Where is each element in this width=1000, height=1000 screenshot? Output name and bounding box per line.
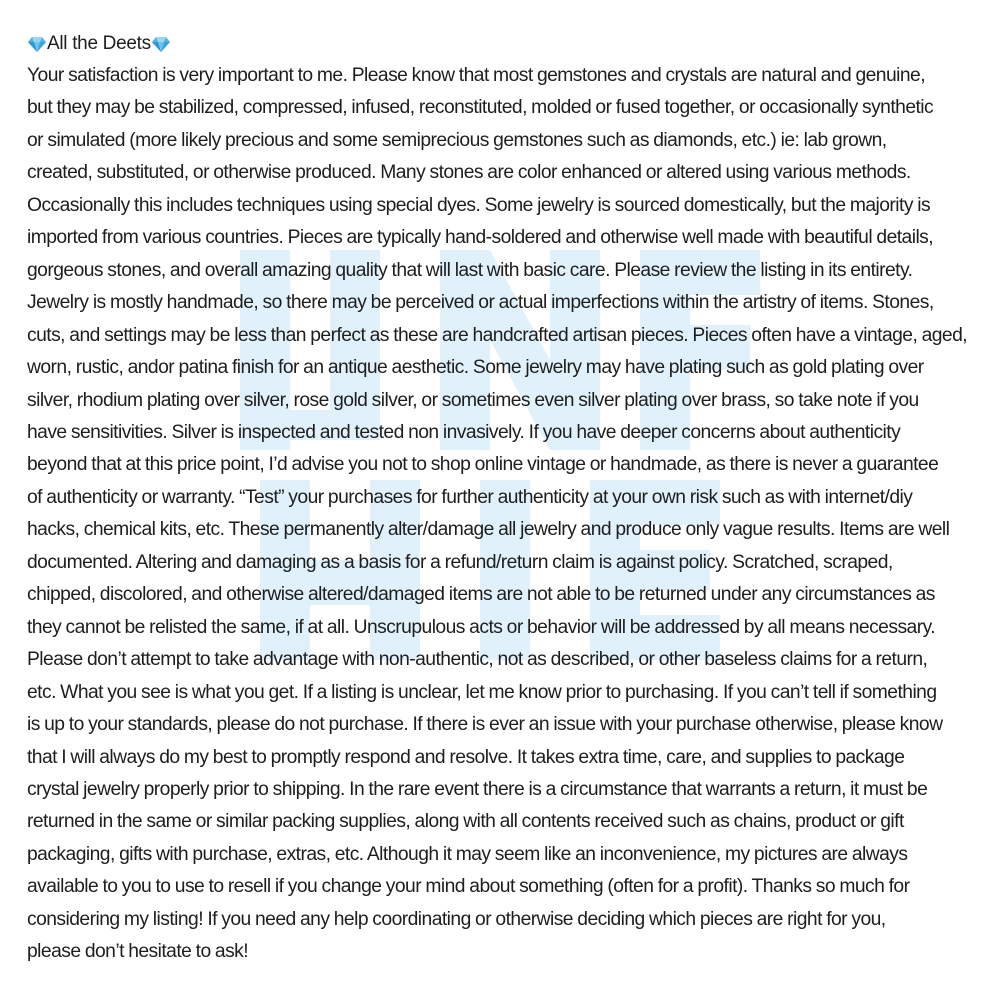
text-line: available to you to use to resell if you change your mind about something (often for a profit). Thanks so much for (27, 876, 910, 898)
text-line: have sensitivities. Silver is inspected and tested non invasively. If you have deeper concerns about authenticity (27, 421, 901, 443)
text-line: silver, rhodium plating over silver, rose gold silver, or sometimes even silver plating over brass, so take note if you (27, 389, 919, 411)
text-line: they cannot be relisted the same, if at all. Unscrupulous acts or behavior will be addressed by all means necessary. (27, 616, 936, 638)
gem-icon (27, 34, 47, 54)
text-line: but they may be stabilized, compressed, infused, reconstituted, molded or fused together, or occasionally synthetic (27, 97, 934, 119)
text-line: etc. What you see is what you get. If a listing is unclear, let me know prior to purchasing. If you can’t tell if something (27, 681, 937, 703)
text-line: of authenticity or warranty. “Test” your purchases for further authenticity at your own risk such as with internet/diy (27, 486, 913, 508)
text-line: is up to your standards, please do not purchase. If there is ever an issue with your purchase otherwise, please know (27, 714, 943, 736)
text-line: chipped, discolored, and otherwise altered/damaged items are not able to be returned under any circumstances as (27, 584, 935, 606)
text-line: Occasionally this includes techniques using special dyes. Some jewelry is sourced domestically, but the majority is (27, 194, 931, 216)
text-line: documented. Altering and damaging as a basis for a refund/return claim is against policy. Scratched, scraped, (27, 551, 893, 573)
text-line: crystal jewelry properly prior to shipping. In the rare event there is a circumstance that warrants a return, it must be (27, 778, 928, 800)
text-line: created, substituted, or otherwise produced. Many stones are color enhanced or altered using various methods. (27, 162, 911, 184)
text-line: packaging, gifts with purchase, extras, etc. Although it may seem like an inconvenience, my pictures are always (27, 843, 908, 865)
gem-icon (151, 34, 171, 54)
text-line: Jewelry is mostly handmade, so there may be perceived or actual imperfections within the artistry of items. Stones, (27, 292, 934, 314)
heading (27, 28, 986, 60)
text-line: returned in the same or similar packing supplies, along with all contents received such as chains, product or gift (27, 811, 904, 833)
policy-paragraph (27, 60, 986, 969)
text-line: beyond that at this price point, I’d advise you not to shop online vintage or handmade, as there is never a guarantee (27, 454, 939, 476)
text-line: imported from various countries. Pieces are typically hand-soldered and otherwise well made with beautiful details, (27, 227, 934, 249)
text-line: Please don’t attempt to take advantage with non-authentic, not as described, or other baseless claims for a return, (27, 649, 928, 671)
heading-text: All the Deets (47, 33, 151, 54)
text-line: considering my listing! If you need any help coordinating or otherwise deciding which pieces are right for you, (27, 908, 886, 930)
text-line: or simulated (more likely precious and some semiprecious gemstones such as diamonds, etc.) ie: lab grown, (27, 129, 887, 151)
text-line: please don’t hesitate to ask! (27, 941, 249, 963)
text-line: Your satisfaction is very important to me. Please know that most gemstones and crystals are natural and genuine, (27, 65, 926, 86)
text-line: that I will always do my best to promptly respond and resolve. It takes extra time, care, and supplies to package (27, 746, 905, 768)
text-line: cuts, and settings may be less than perfect as these are handcrafted artisan pieces. Pieces often have a vintage, aged, (27, 324, 968, 346)
text-line: worn, rustic, andor patina finish for an antique aesthetic. Some jewelry may have plating such as gold plating over (27, 357, 924, 379)
text-line: gorgeous stones, and overall amazing quality that will last with basic care. Please review the listing in its entirety. (27, 259, 913, 281)
text-line: hacks, chemical kits, etc. These permanently alter/damage all jewelry and produce only vague results. Items are well (27, 519, 950, 541)
